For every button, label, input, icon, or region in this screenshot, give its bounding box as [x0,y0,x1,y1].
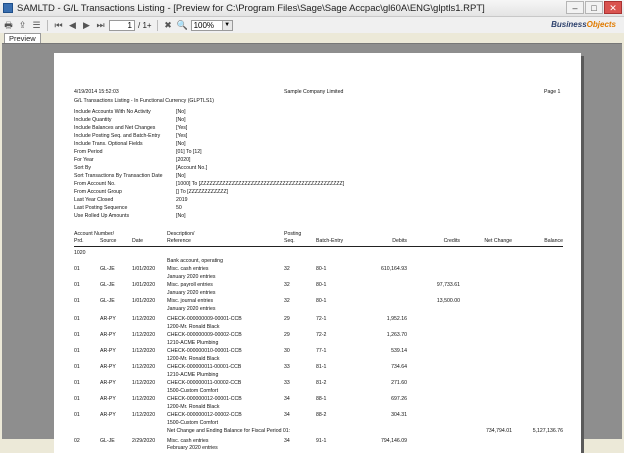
param-value: [No] [176,141,186,147]
param-label: Include Posting Seq. and Batch-Entry [74,133,161,139]
row-source: AR-PY [100,348,116,354]
row-seq: 29 [284,316,290,322]
col-batch-entry: Batch-Entry [316,238,344,244]
row-batch: 72-1 [316,316,327,322]
page-number-input[interactable]: 1 [109,20,135,31]
row-reference: February 2020 entries [167,445,218,451]
row-seq: 34 [284,396,290,402]
row-source: GL-JE [100,298,115,304]
report-page [54,53,581,453]
col-source: Source [100,238,117,244]
stop-icon[interactable]: ✖ [164,19,172,30]
param-value: [Yes] [176,133,188,139]
row-reference: January 2020 entries [167,290,216,296]
net-change-balance: 5,127,136.76 [532,428,563,434]
row-seq: 29 [284,332,290,338]
row-seq: 34 [284,412,290,418]
tab-bar [0,33,624,43]
row-reference: 1500-Custom Comfort [167,388,219,394]
next-page-icon[interactable]: ▶ [83,19,90,30]
row-source: AR-PY [100,332,116,338]
row-prd: 01 [74,348,80,354]
param-value: [2020] [176,157,191,163]
row-batch: 80-1 [316,266,327,272]
row-date: 1/01/2020 [132,266,156,272]
param-label: From Account Group [74,189,122,195]
row-date: 1/12/2020 [132,396,156,402]
window-controls [566,1,622,14]
row-source: GL-JE [100,438,115,444]
row-debit: 610,164.93 [381,266,407,272]
row-credit: 13,500.00 [436,298,460,304]
row-reference: January 2020 entries [167,306,216,312]
param-value: [No] [176,213,186,219]
chevron-down-icon: ▼ [222,21,232,30]
row-description: Misc. journal entries [167,298,214,304]
row-source: GL-JE [100,266,115,272]
row-debit: 1,952.16 [386,316,407,322]
row-prd: 01 [74,266,80,272]
col-net-change: Net Change [484,238,512,244]
logo-main-text: Business [551,20,587,29]
param-value: [01] To [12] [176,149,202,155]
header-rule [74,246,563,247]
param-value: [No] [176,117,186,123]
report-viewport[interactable] [2,43,622,451]
row-reference: January 2020 entries [167,274,216,280]
row-prd: 02 [74,438,80,444]
param-label: Use Rolled Up Amounts [74,213,130,219]
row-date: 1/12/2020 [132,364,156,370]
row-batch: 88-1 [316,396,327,402]
row-seq: 32 [284,298,290,304]
row-debit: 304.31 [391,412,407,418]
param-label: Last Year Closed [74,197,114,203]
toolbar-divider [157,20,158,31]
row-description: Misc. cash entries [167,438,209,444]
param-label: For Year [74,157,94,163]
row-date: 1/12/2020 [132,316,156,322]
report-datetime: 4/19/2014 15:52:03 [74,89,119,95]
row-seq: 33 [284,380,290,386]
row-seq: 33 [284,364,290,370]
row-debit: 539.14 [391,348,407,354]
param-value: [] To [ZZZZZZZZZZZZ] [176,189,229,195]
col-posting: Posting [284,231,302,237]
row-debit: 697.26 [391,396,407,402]
first-page-icon[interactable]: ⏮ [54,19,63,30]
row-source: AR-PY [100,316,116,322]
col-reference: Reference [167,238,191,244]
row-date: 1/12/2020 [132,348,156,354]
row-description: Misc. payroll entries [167,282,213,288]
last-page-icon[interactable]: ⏭ [96,19,105,30]
row-prd: 01 [74,396,80,402]
row-reference: 1210-ACME Plumbing [167,340,219,346]
row-date: 1/12/2020 [132,412,156,418]
param-label: Include Balances and Net Changes [74,125,156,131]
row-description: CHECK-000000011-00001-CCB [167,364,242,370]
param-value: 2019 [176,197,188,203]
row-debit: 271.60 [391,380,407,386]
row-prd: 01 [74,316,80,322]
business-objects-logo [551,20,616,29]
param-label: Include Trans. Optional Fields [74,141,143,147]
report-page-number: Page 1 [544,89,561,95]
row-prd: 01 [74,364,80,370]
row-date: 1/01/2020 [132,298,156,304]
row-prd: 01 [74,332,80,338]
row-reference: 1210-ACME Plumbing [167,372,219,378]
row-description: CHECK-000000010-00001-CCB [167,348,242,354]
param-label: Sort Transactions By Transaction Date [74,173,163,179]
logo-accent-text: Objects [586,20,616,29]
col-account-number: Account Number/ [74,231,115,237]
param-label: From Account No. [74,181,116,187]
row-reference: 1500-Custom Comfort [167,420,219,426]
row-reference: 1200-Mr. Ronald Black [167,404,220,410]
col-prd: Prd. [74,238,84,244]
row-description: CHECK-000000009-00002-CCB [167,332,242,338]
tab-preview[interactable]: Preview [4,33,41,44]
toolbar-divider [47,20,48,31]
row-seq: 32 [284,282,290,288]
row-date: 1/12/2020 [132,332,156,338]
param-label: Last Posting Sequence [74,205,128,211]
param-value: [Yes] [176,125,188,131]
previous-page-icon[interactable]: ◀ [69,19,76,30]
col-description: Description/ [167,231,195,237]
row-batch: 77-1 [316,348,327,354]
row-batch: 81-2 [316,380,327,386]
row-debit: 1,263.70 [386,332,407,338]
param-value: [1000] To [ZZZZZZZZZZZZZZZZZZZZZZZZZZZZZZZZZZZZZZZZZZZZZ] [176,181,345,187]
report-company: Sample Company Limited [284,89,344,95]
row-description: CHECK-000000009-00001-CCB [167,316,242,322]
col-credits: Credits [443,238,460,244]
row-batch: 80-1 [316,298,327,304]
preview-toolbar [0,17,624,33]
row-seq: 34 [284,438,290,444]
app-icon [3,3,13,13]
maximize-button[interactable]: □ [585,1,603,14]
window-title: SAMLTD - G/L Transactions Listing - [Preview for C:\Program Files\Sage\Sage Accpac\gl60A\ENG\glptls1.RPT] [17,2,485,14]
col-date: Date [132,238,143,244]
row-credit: 97,733.61 [436,282,460,288]
group-tree-icon[interactable]: ☰ [32,19,41,30]
zoom-select[interactable] [191,20,233,31]
row-description: CHECK-000000012-00002-CCB [167,412,242,418]
row-date: 1/01/2020 [132,282,156,288]
net-change-value: 734,794.01 [486,428,512,434]
report-title: G/L Transactions Listing - In Functional Currency (GLPTLS1) [74,98,214,104]
row-description: Misc. cash entries [167,266,209,272]
account-description: Bank account, operating [167,258,223,264]
row-batch: 88-2 [316,412,327,418]
param-label: Include Accounts With No Activity [74,109,151,115]
close-button[interactable]: ✕ [604,1,622,14]
row-date: 1/12/2020 [132,380,156,386]
param-label: Sort By [74,165,92,171]
row-prd: 01 [74,298,80,304]
param-label: From Period [74,149,103,155]
row-reference: 1200-Mr. Ronald Black [167,324,220,330]
row-debit: 734.64 [391,364,407,370]
row-seq: 30 [284,348,290,354]
row-source: AR-PY [100,412,116,418]
param-value: [No] [176,109,186,115]
search-icon[interactable]: 🔍 [176,19,188,30]
net-change-label: Net Change and Ending Balance for Fiscal Period 01: [167,428,291,434]
param-value: [No] [176,173,186,179]
row-prd: 01 [74,412,80,418]
account-number: 1020 [74,250,86,256]
window-titlebar [0,0,624,17]
row-batch: 72-2 [316,332,327,338]
col-balance: Balance [544,238,563,244]
row-source: AR-PY [100,380,116,386]
row-date: 2/29/2020 [132,438,156,444]
col-seq: Seq. [284,238,295,244]
param-value: [Account No.] [176,165,208,171]
minimize-button[interactable]: – [566,1,584,14]
row-prd: 01 [74,282,80,288]
row-seq: 32 [284,266,290,272]
row-source: AR-PY [100,396,116,402]
page-total: / 1+ [138,20,152,30]
col-debits: Debits [392,238,407,244]
row-description: CHECK-000000012-00001-CCB [167,396,242,402]
param-label: Include Quantity [74,117,112,123]
row-source: AR-PY [100,364,116,370]
row-debit: 794,146.09 [381,438,407,444]
row-source: GL-JE [100,282,115,288]
row-batch: 91-1 [316,438,327,444]
param-value: 50 [176,205,182,211]
row-batch: 80-1 [316,282,327,288]
row-description: CHECK-000000011-00002-CCB [167,380,242,386]
print-icon[interactable]: 🖶 [4,19,13,30]
zoom-value: 100% [193,20,215,30]
row-batch: 81-1 [316,364,327,370]
row-prd: 01 [74,380,80,386]
export-icon[interactable]: ⇪ [18,19,27,30]
row-reference: 1200-Mr. Ronald Black [167,356,220,362]
